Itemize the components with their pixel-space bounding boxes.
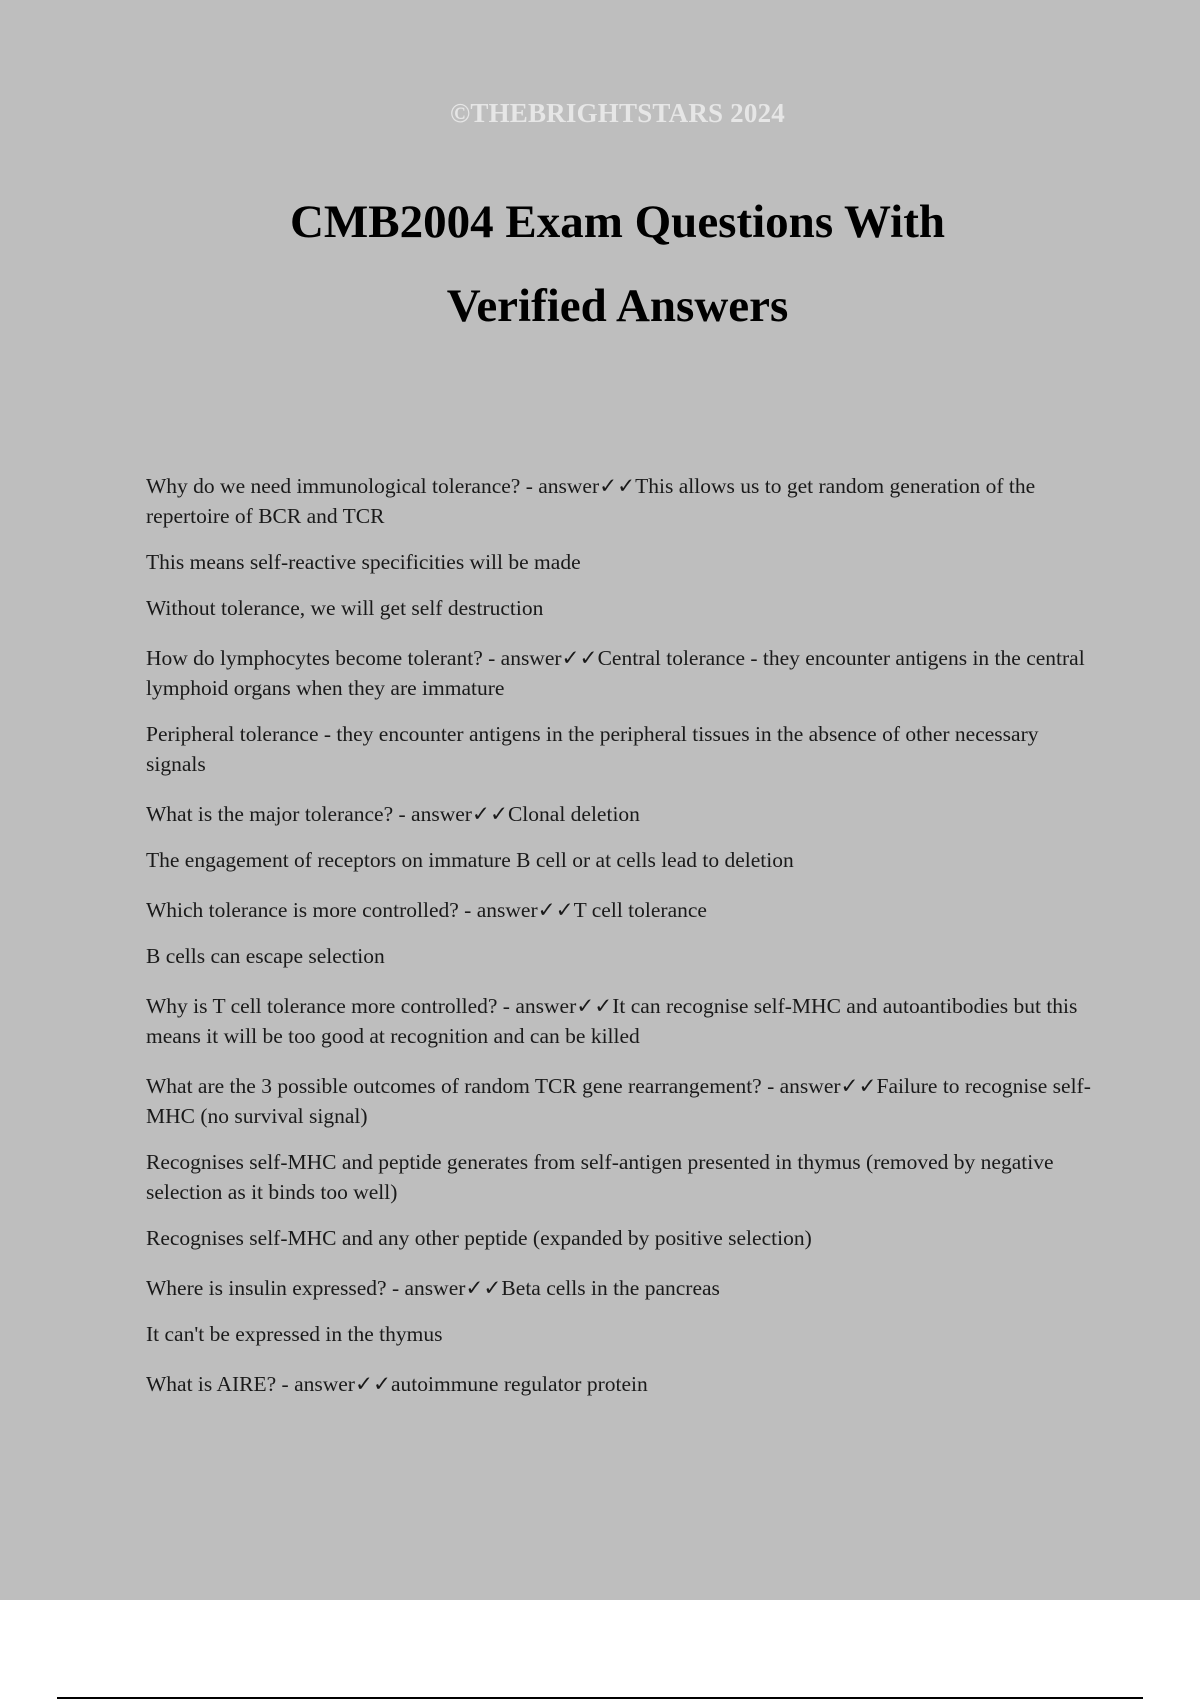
qa-paragraph: Which tolerance is more controlled? - answer✓✓T cell tolerance <box>146 898 707 922</box>
document-title <box>0 180 1200 348</box>
qa-paragraph: Peripheral tolerance - they encounter antigens in the peripheral tissues in the absence of other necessary signals <box>146 722 1039 776</box>
qa-paragraph: What is AIRE? - answer✓✓autoimmune regulator protein <box>146 1372 648 1396</box>
qa-paragraph: What is the major tolerance? - answer✓✓Clonal deletion <box>146 802 640 826</box>
qa-paragraph: Recognises self-MHC and peptide generates from self-antigen presented in thymus (removed by negative selection as it binds too well) <box>146 1150 1054 1204</box>
qa-paragraph: How do lymphocytes become tolerant? - answer✓✓Central tolerance - they encounter antigens in the central lymphoid organs when they are immature <box>146 646 1085 700</box>
qa-paragraph: Recognises self-MHC and any other peptide (expanded by positive selection) <box>146 1226 812 1250</box>
qa-paragraph: What are the 3 possible outcomes of random TCR gene rearrangement? - answer✓✓Failure to recognise self-MHC (no survival signal) <box>146 1074 1091 1128</box>
title-line-2: Verified Answers <box>446 280 789 332</box>
qa-content <box>146 471 1096 1415</box>
qa-paragraph: B cells can escape selection <box>146 944 385 968</box>
watermark: ©THEBRIGHTSTARS 2024 <box>449 98 785 128</box>
qa-paragraph: Without tolerance, we will get self destruction <box>146 596 544 620</box>
qa-paragraph: Why do we need immunological tolerance? - answer✓✓This allows us to get random generation of the repertoire of BCR and TCR <box>146 474 1036 528</box>
qa-paragraph: It can't be expressed in the thymus <box>146 1322 443 1346</box>
qa-paragraph: This means self-reactive specificities will be made <box>146 550 581 574</box>
footer-divider <box>57 1697 1143 1699</box>
qa-paragraph: The engagement of receptors on immature B cell or at cells lead to deletion <box>146 848 794 872</box>
title-line-1: CMB2004 Exam Questions With <box>289 196 946 248</box>
qa-paragraph: Why is T cell tolerance more controlled? - answer✓✓It can recognise self-MHC and autoantibodies but this means it will be too good at recognition and can be killed <box>146 994 1078 1048</box>
qa-paragraph: Where is insulin expressed? - answer✓✓Beta cells in the pancreas <box>146 1276 720 1300</box>
